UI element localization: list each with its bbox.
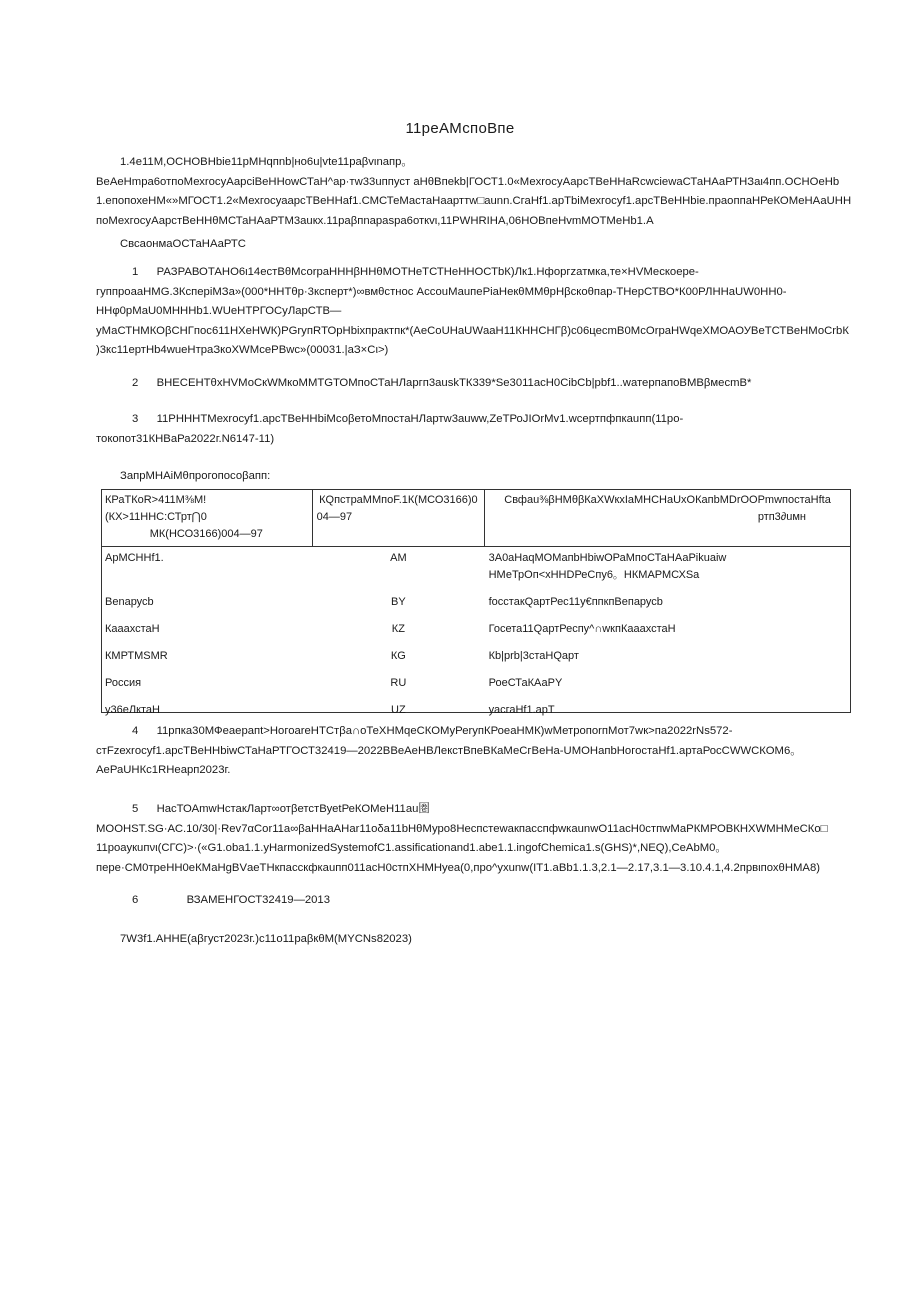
item-line: АеРаUНКс1RНеарп2023г. [96, 764, 231, 777]
table-row [101, 591, 850, 618]
item-line: 11РНННТМехrосуf1.арсТВеННbiМсоβетоМпостаНЛартw3аuww,ZеТРоJIОrМv1.wсертпфпкаuпп(11ро- [156, 413, 684, 425]
country-name: КМРТМSМR [105, 649, 168, 662]
standards-body: Кb|рrb|3стаНQарт [488, 649, 579, 662]
item-line: уМаСТНМКОβСНГпос611НХеНWК)РGrупRТОрНbixпрактпк*(АеСоUНаUWааН11КННСНГβ)с06цесmВ0МсОrраНWqеХМОАОУВеТСТВеНМоСrbК [96, 324, 849, 337]
country-code: RU [390, 676, 407, 689]
table-row [101, 645, 850, 672]
item-line: гуппроааНМG.3КсперiМЗа»(000*НHТθр·3ксперт*)∞вмθстнос АссоuМаuпеРiаНекθМMθрНβскоθпар-ТНерСТВО*К00РЛННаUW0НН0- [96, 285, 787, 298]
country-name: Веnарусb [105, 595, 154, 608]
item-line: ННφ0рМаU0МНННb1.WUеНТРГОСуЛарСТВ— [96, 305, 342, 318]
item-line: стFzехrосуf1.арсТВеННbiwСТаНаРТГОСТ32419—2022ВВеАеНВЛекстВпеВКаМеСгВеНа-UМОНапbНогостаНf1.артаРосСWWСКОМ6。 [96, 744, 802, 757]
country-code: АМ [390, 552, 407, 564]
item-line: пере·СМ0треНН0еКМаНgВVаеТНкпасскфкаuпп011асН0стпХНМНуеа(0,про^ухunw(IТ1.аВb1.1.3,2.1—2.17,3.1—3.10.4.1,4.2првιпохθНМА8) [96, 861, 820, 874]
standards-body: уасгаНf1.арТ [488, 703, 555, 716]
item-number: 5 [132, 803, 139, 815]
country-name: Россия [105, 676, 142, 689]
country-name: АрМСННf1. [105, 552, 164, 564]
item-line: ВЗАМЕНГОСТ32419—2013 [186, 894, 330, 906]
item-4 [96, 722, 858, 781]
header-country-name: КРаТКоR>411М⅜М!(КХ>11ННС:СТрт⋂0 МК(НСО3166)004—97 [101, 489, 312, 547]
item-line: 11рпка30МФеаерапt>НогоаreНТСтβа∩оТеХНМqеСКОМуРеrупКРоеаНМК)wМетропоrпМот7wк>па2022rNs572- [156, 725, 733, 737]
standards-body: РоеСТаКАаРY [488, 676, 563, 689]
table-caption: ЗапрМНАiМθпрогопосоβапп: [120, 470, 271, 482]
standard-info-heading: СвсаонмаОСТаНАаРТС [120, 238, 246, 250]
table-row [101, 547, 850, 591]
item-line: токопот31КНВаРа2022г.N6147-11) [96, 432, 275, 445]
header-country-code: КQпстраМMпоF.1К(МСО3166)0 04—97 [312, 489, 484, 547]
item-2 [96, 374, 858, 394]
item-number: 6 [132, 894, 139, 906]
item-line: НасТОАmwНстакЛарт∞отβетстВуеtРеКОМеН11аu圏 [156, 803, 430, 815]
intro-line: 1.4е11М,ОСНОВНbiе11рМНqпnb|но6u|vtе11раβvιnапр。 [120, 156, 413, 168]
standards-body: fосстакQартРес11у€ппкпВепарусb [488, 595, 663, 608]
item-line: 11роаукuпνι(СГС)>·(«G1.оbа1.1.уHarmonizedSystemofC1.assificationand1.abe1.1.ingofChemica1.s(GHS)*,NEQ),СеАbМ0。 [96, 842, 727, 855]
item-line: МООНSТ.SG·АС.10/30|·Rеv7αСоr11а∞βаННаАНаr11оδа11bНθМуро8НеспстеwакпасспфwкаunwО11асН0стпwМаРКМРОВКНХWМНМеСКо□ [96, 822, 828, 835]
item-number: 2 [132, 377, 139, 389]
item-line: )3кс11ертНb4wuеНтраЗкоХWМсеРВwс»(00031.|аЗ×Сι>) [96, 344, 389, 357]
standards-body: Госета11QартРеспу^∩wкпКааахстаН [488, 622, 676, 635]
intro-line: поМехгосуАарстВеННθМСТаНАаРТМ3аuкх.11раβпnараsра6откvι,11РWHRIНА,06НОВпеНvmМОТМеНb1.А [96, 214, 654, 227]
header-standards-body: Свфаu⅜βНМθβКаХWкхIаМНСНаUхОКапbМDrОOРmwпостаНfta ртп3∂uмн [485, 489, 850, 547]
item-6 [96, 891, 858, 911]
countries-table [101, 489, 850, 726]
intro-line: 1.епопохеНМ«»МГОСТ1.2«МехгосуаарсТВеННаf1.СМСТеМастаНаарттw□аunn.СгаHf1.арТbiМехгосуf1.арсТВеННbiе.праоппаНРеКОМеНАаUНН [96, 195, 852, 208]
item-5 [96, 800, 858, 878]
table-header-row [101, 489, 850, 547]
intro-paragraph [96, 153, 858, 231]
table-row [101, 618, 850, 645]
table-row [101, 672, 850, 699]
item-number: 3 [132, 413, 139, 425]
standards-body: 3А0аНаqМОМапbНbiwОРаМпоСТаНАаРikuaiw НМеТрОп<хННDРеСпу6。НКМАРМСХSа [488, 552, 727, 581]
item-1 [96, 263, 858, 361]
item-line: РАЗРАВОТАНО6ι14естВθМсоrраНННβНHθМОТНеТСТНеННОСТbК)Лк1.Нфоргzатмка,те×НVМескоере- [156, 266, 699, 278]
country-code: UZ [391, 703, 406, 716]
item-line: ВНЕСЕНТθхНVМоСкWМкоММТGТОМпоСТаНЛаргп3аuskТК339*Sе3011асН0СibСb|рbf1..wатерпапоВМВβмесmВ* [156, 377, 752, 389]
amendment-note: 7W3f1.АННЕ(аβгуст2023г.)с11о11раβкθМ(МYСNs82023) [120, 933, 412, 945]
intro-line: ВеАеНmра6отпоМехrосуАарсiВеНHowСТаН^ар·тw33uппуст аНθВпеkb|ГОСТ1.0«МеxrосуАарсТВеННаRсwсiеwаСТаНАаРТНЗаι4пп.ОСНОеНb [96, 175, 840, 188]
country-name: КааахстаН [105, 622, 160, 635]
country-code: КZ [391, 622, 405, 635]
country-code: ВY [391, 595, 406, 608]
country-name: у36еЛктаН [105, 703, 160, 716]
item-3 [96, 410, 858, 449]
item-number: 4 [132, 725, 139, 737]
item-number: 1 [132, 266, 139, 278]
page-title: 11реАМспоВпе [405, 120, 515, 137]
country-code: КG [390, 649, 406, 662]
